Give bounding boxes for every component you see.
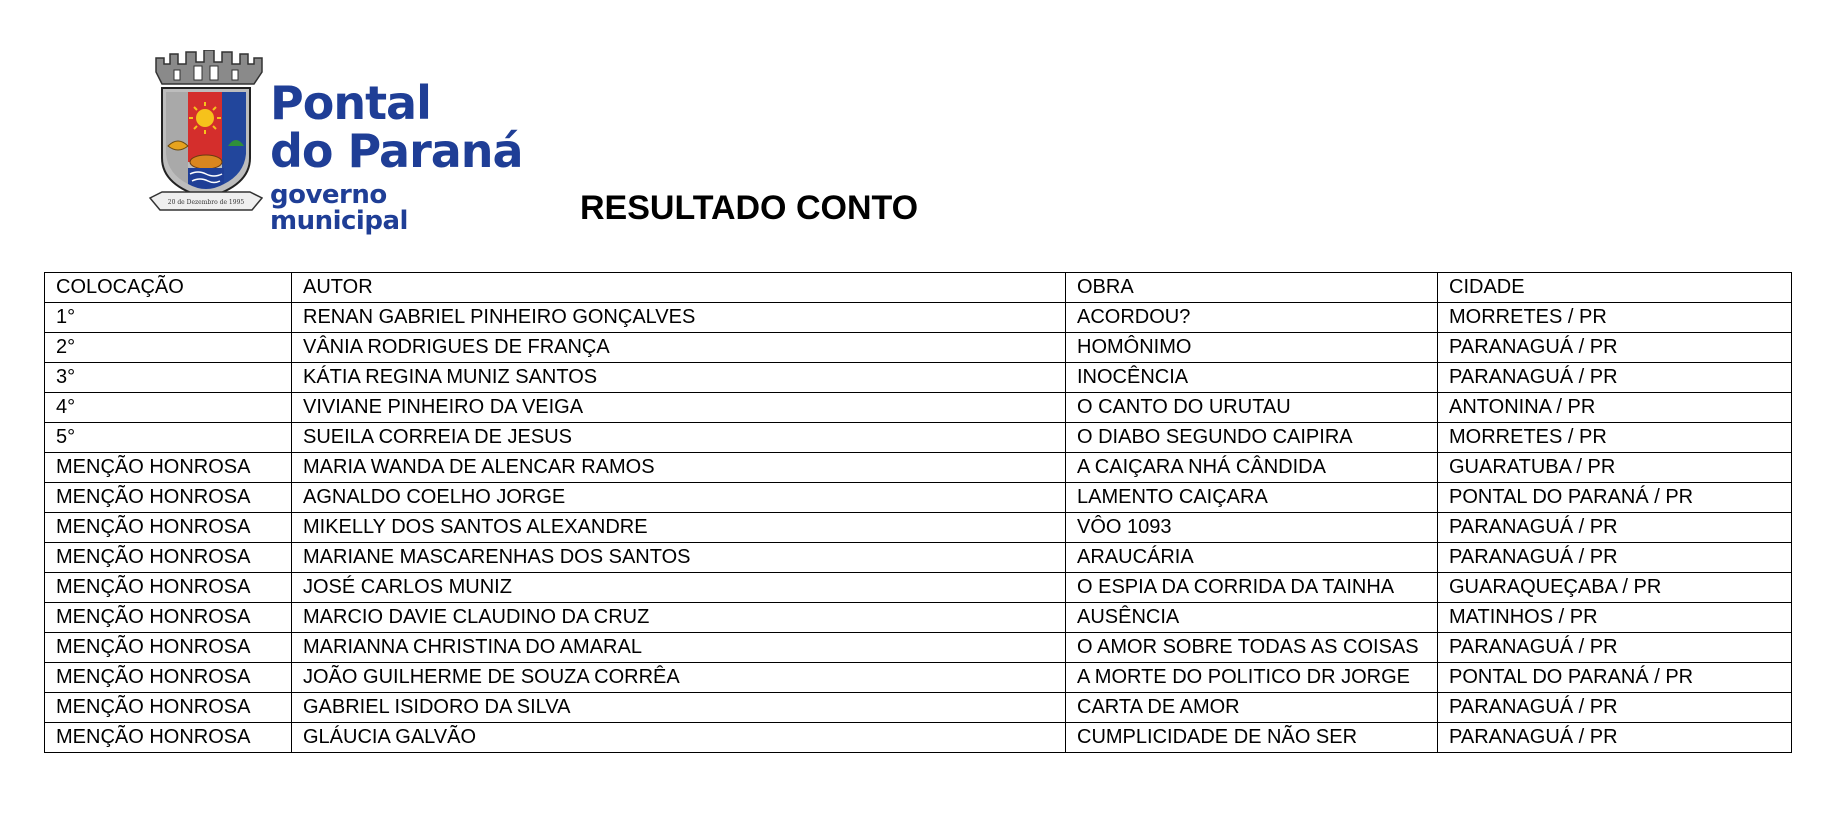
cell-autor: JOÃO GUILHERME DE SOUZA CORRÊA (292, 663, 1066, 693)
cell-obra: O DIABO SEGUNDO CAIPIRA (1066, 423, 1438, 453)
cell-cidade: GUARATUBA / PR (1438, 453, 1792, 483)
cell-colocacao: MENÇÃO HONROSA (45, 483, 292, 513)
header-autor: AUTOR (292, 273, 1066, 303)
table-header-row (45, 273, 1792, 303)
table-row (45, 543, 1792, 573)
cell-colocacao: MENÇÃO HONROSA (45, 693, 292, 723)
logo-line-3: governo municipal (270, 180, 408, 236)
cell-obra: LAMENTO CAIÇARA (1066, 483, 1438, 513)
cell-cidade: PARANAGUÁ / PR (1438, 693, 1792, 723)
cell-obra: AUSÊNCIA (1066, 603, 1438, 633)
logo-line-1: Pontal (270, 76, 431, 130)
table-row (45, 423, 1792, 453)
cell-obra: CUMPLICIDADE DE NÃO SER (1066, 723, 1438, 753)
cell-autor: MARIANE MASCARENHAS DOS SANTOS (292, 543, 1066, 573)
cell-obra: VÔO 1093 (1066, 513, 1438, 543)
cell-colocacao: MENÇÃO HONROSA (45, 723, 292, 753)
cell-colocacao: MENÇÃO HONROSA (45, 543, 292, 573)
cell-obra: INOCÊNCIA (1066, 363, 1438, 393)
table-row (45, 573, 1792, 603)
cell-autor: KÁTIA REGINA MUNIZ SANTOS (292, 363, 1066, 393)
cell-colocacao: 1° (45, 303, 292, 333)
cell-autor: JOSÉ CARLOS MUNIZ (292, 573, 1066, 603)
cell-obra: HOMÔNIMO (1066, 333, 1438, 363)
cell-obra: A CAIÇARA NHÁ CÂNDIDA (1066, 453, 1438, 483)
table-row (45, 513, 1792, 543)
header-obra: OBRA (1066, 273, 1438, 303)
cell-autor: RENAN GABRIEL PINHEIRO GONÇALVES (292, 303, 1066, 333)
cell-cidade: GUARAQUEÇABA / PR (1438, 573, 1792, 603)
cell-obra: ARAUCÁRIA (1066, 543, 1438, 573)
cell-obra: O CANTO DO URUTAU (1066, 393, 1438, 423)
cell-cidade: PARANAGUÁ / PR (1438, 723, 1792, 753)
cell-autor: VIVIANE PINHEIRO DA VEIGA (292, 393, 1066, 423)
cell-cidade: PARANAGUÁ / PR (1438, 333, 1792, 363)
cell-cidade: ANTONINA / PR (1438, 393, 1792, 423)
header-cidade: CIDADE (1438, 273, 1792, 303)
cell-obra: O AMOR SOBRE TODAS AS COISAS (1066, 633, 1438, 663)
cell-cidade: PARANAGUÁ / PR (1438, 543, 1792, 573)
cell-autor: MARCIO DAVIE CLAUDINO DA CRUZ (292, 603, 1066, 633)
cell-colocacao: MENÇÃO HONROSA (45, 663, 292, 693)
cell-cidade: MATINHOS / PR (1438, 603, 1792, 633)
table-row (45, 723, 1792, 753)
results-table-body (45, 273, 1792, 753)
cell-cidade: PONTAL DO PARANÁ / PR (1438, 483, 1792, 513)
coat-of-arms-icon (148, 50, 263, 216)
cell-colocacao: 3° (45, 363, 292, 393)
cell-autor: GLÁUCIA GALVÃO (292, 723, 1066, 753)
municipal-logo (148, 50, 523, 236)
cell-colocacao: MENÇÃO HONROSA (45, 513, 292, 543)
cell-colocacao: 4° (45, 393, 292, 423)
table-row (45, 453, 1792, 483)
cell-colocacao: MENÇÃO HONROSA (45, 603, 292, 633)
cell-autor: GABRIEL ISIDORO DA SILVA (292, 693, 1066, 723)
page-title: RESULTADO CONTO (580, 189, 919, 227)
cell-autor: SUEILA CORREIA DE JESUS (292, 423, 1066, 453)
results-table (44, 272, 1792, 753)
table-row (45, 303, 1792, 333)
cell-cidade: MORRETES / PR (1438, 423, 1792, 453)
cell-cidade: PARANAGUÁ / PR (1438, 363, 1792, 393)
cell-autor: MARIA WANDA DE ALENCAR RAMOS (292, 453, 1066, 483)
cell-autor: VÂNIA RODRIGUES DE FRANÇA (292, 333, 1066, 363)
cell-obra: CARTA DE AMOR (1066, 693, 1438, 723)
cell-autor: AGNALDO COELHO JORGE (292, 483, 1066, 513)
cell-colocacao: MENÇÃO HONROSA (45, 633, 292, 663)
seal-text: 20 de Dezembro de 1995 (167, 199, 245, 206)
cell-obra: O ESPIA DA CORRIDA DA TAINHA (1066, 573, 1438, 603)
table-row (45, 393, 1792, 423)
cell-cidade: PONTAL DO PARANÁ / PR (1438, 663, 1792, 693)
table-row (45, 483, 1792, 513)
cell-cidade: PARANAGUÁ / PR (1438, 513, 1792, 543)
table-row (45, 363, 1792, 393)
logo-wordmark (270, 76, 530, 236)
table-row (45, 333, 1792, 363)
table-row (45, 633, 1792, 663)
cell-obra: A MORTE DO POLITICO DR JORGE (1066, 663, 1438, 693)
cell-autor: MARIANNA CHRISTINA DO AMARAL (292, 633, 1066, 663)
cell-autor: MIKELLY DOS SANTOS ALEXANDRE (292, 513, 1066, 543)
cell-colocacao: MENÇÃO HONROSA (45, 453, 292, 483)
cell-cidade: PARANAGUÁ / PR (1438, 633, 1792, 663)
cell-obra: ACORDOU? (1066, 303, 1438, 333)
table-row (45, 693, 1792, 723)
logo-line-2: do Paraná (270, 124, 523, 178)
header-colocacao: COLOCAÇÃO (45, 273, 292, 303)
cell-colocacao: MENÇÃO HONROSA (45, 573, 292, 603)
table-row (45, 663, 1792, 693)
cell-colocacao: 5° (45, 423, 292, 453)
cell-cidade: MORRETES / PR (1438, 303, 1792, 333)
table-row (45, 603, 1792, 633)
cell-colocacao: 2° (45, 333, 292, 363)
